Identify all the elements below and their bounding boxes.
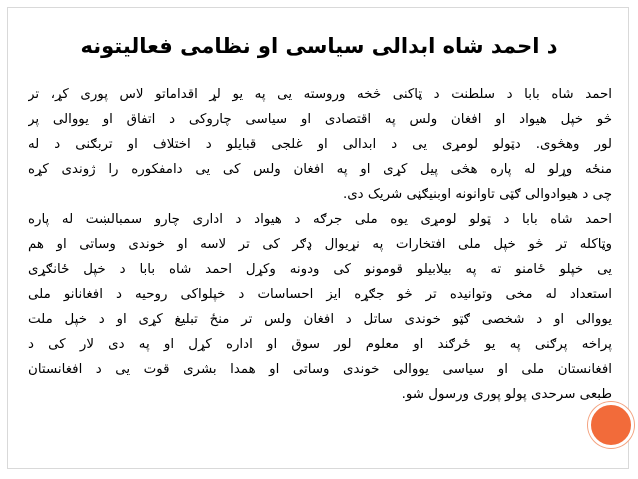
body-text [28,82,612,407]
body-line-13: طبعی سرحدی پولو پوری ورسول شو. [401,387,612,402]
body-line-7: وټاکله تر څو خپل ملی افتخارات په نړیوال ډګر کی تر لاسه او خوندی وساتی او هم [28,237,612,252]
body-line-3: لور وهڅوی. دټولو لومړی یی د ابدالی او غلجی قبایلو د اختلاف او تربګنی د له [28,137,612,152]
body-line-1: احمد شاه بابا د سلطنت د ټاکنی څخه وروسته یی په یو لړ اقداماتو لاس پوری کړ، تر [28,87,612,102]
body-line-4: منځه وړلو له پاره هڅی پیل کړی او په افغان ولس کی یی دامفکوره را ژوندی کړه [28,162,612,177]
decorative-circle-badge [588,402,634,448]
body-line-10: یووالی او د شخصی ګټو خوندی ساتل د افغان ولس تر منځ تبلیغ کړی او د خپل ملت [28,312,612,327]
body-line-8: یی خپلو ځامنو ته په بیلابیلو قومونو کی ودونه وکړل احمد شاه بابا د خپل ځانګړی [28,262,612,277]
slide-title: د احمد شاه ابدالی سیاسی او نظامی فعالیتونه [80,34,558,58]
body-line-11: پراخه پرګنی په یو ځرګند او معلوم لور سوق او اداره کړل او په دی لار کی د [28,337,612,352]
body-line-12: افغانستان ملی او سیاسی یووالی خوندی وساتی او همدا بشری قوت یی د افغانستان [28,362,612,377]
body-line-2: څو خپل هیواد او افغان ولس په اقتصادی او سیاسی چاروکی د اتفاق او یووالی پر [28,112,612,127]
body-line-6: احمد شاه بابا د ټولو لومړی یوه ملی جرګه د هیواد د اداری چارو سمبالښت له پاره [28,212,612,227]
body-line-9: استعداد له مخی وتوانیده تر څو جګړه ایز احساسات د خپلواکی روحیه د افغانانو ملی [28,287,612,302]
body-line-5: چی د هیوادوالی ګټی تاوانونه اوبنیګڼی شریک دی. [342,187,612,202]
